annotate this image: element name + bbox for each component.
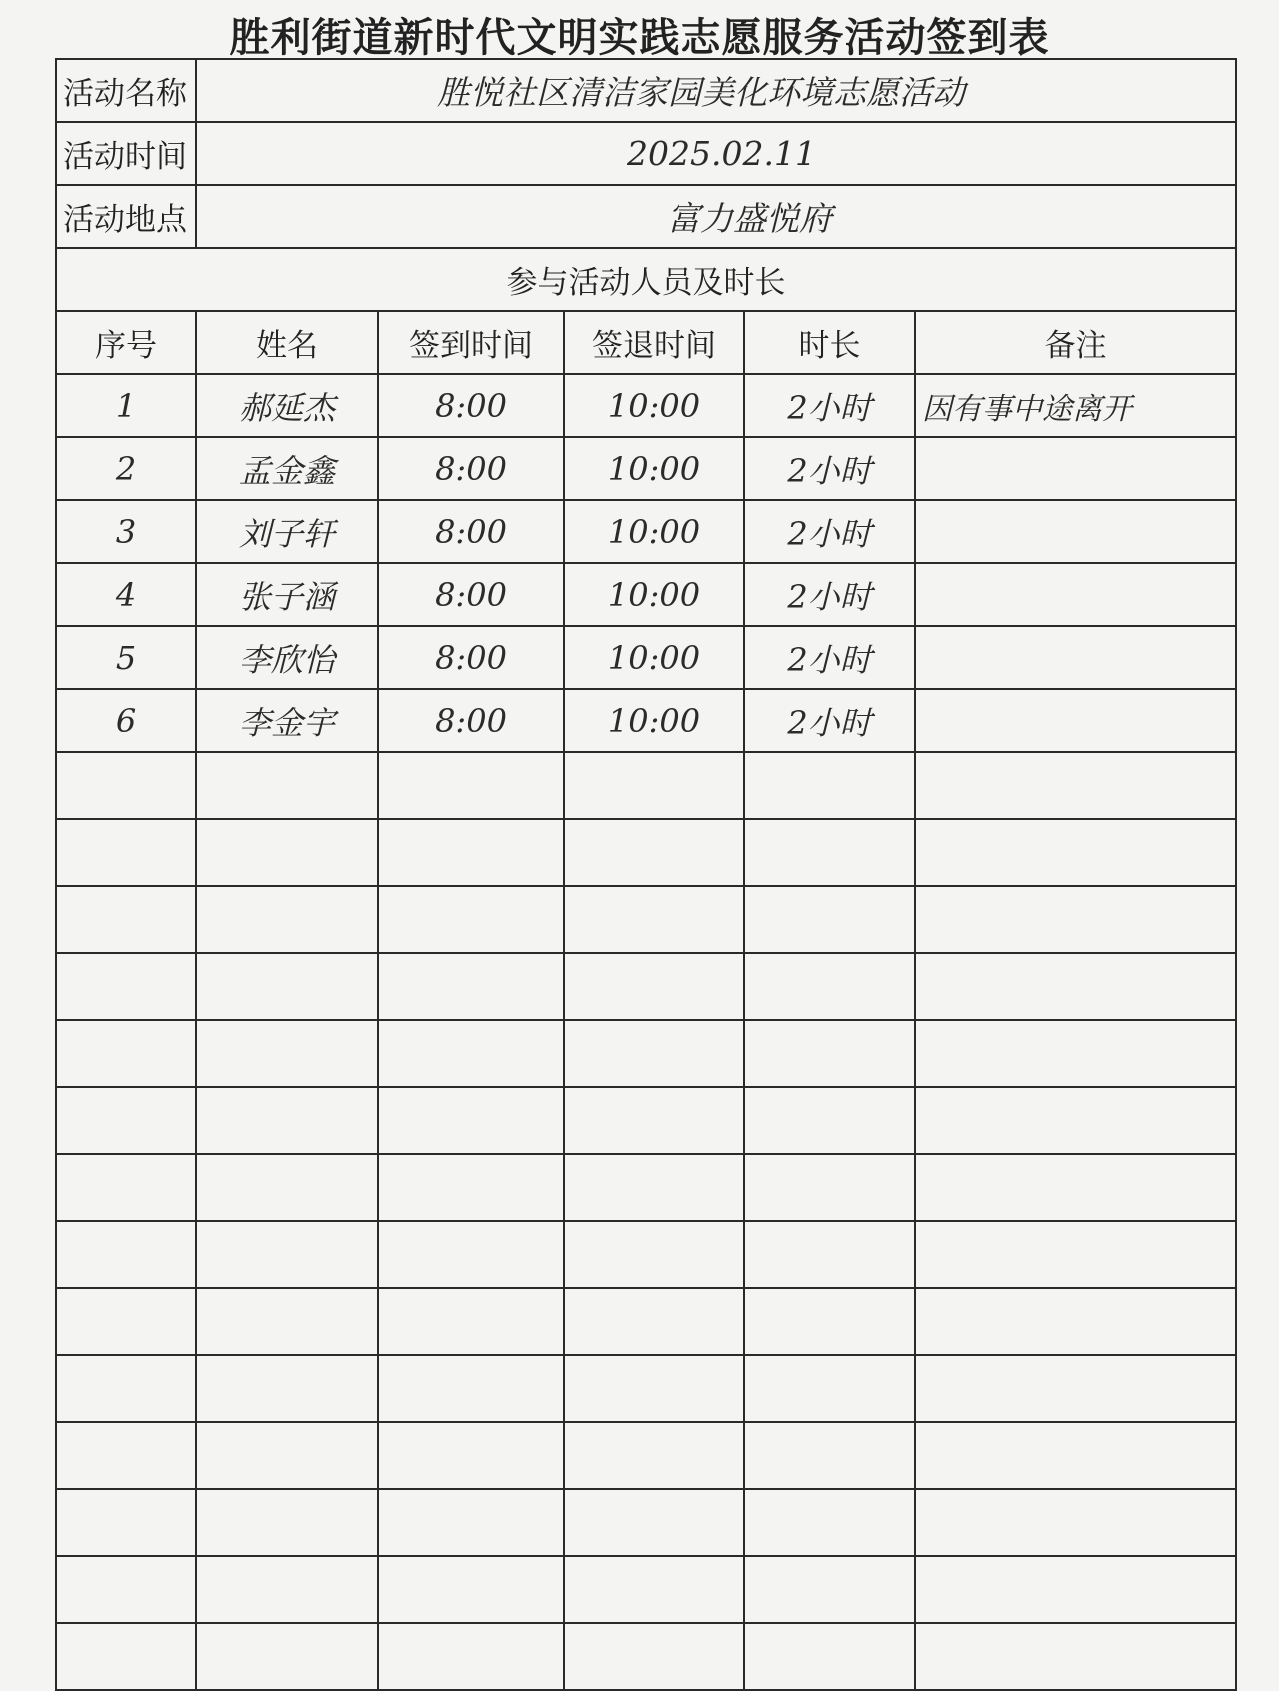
- page-title: 胜利街道新时代文明实践志愿服务活动签到表: [229, 15, 1050, 61]
- empty-row: [56, 1020, 1236, 1087]
- row-sign-in: 8:00: [378, 626, 564, 689]
- row-sign-out: 10:00: [564, 437, 744, 500]
- empty-row: [56, 1489, 1236, 1556]
- row-no: 6: [56, 689, 196, 752]
- row-duration: 2小时: [744, 374, 915, 437]
- row-sign-out: 10:00: [564, 500, 744, 563]
- activity-time-row: [56, 122, 1236, 185]
- row-duration: 2小时: [744, 500, 915, 563]
- row-sign-in: 8:00: [378, 374, 564, 437]
- row-duration: 2小时: [744, 437, 915, 500]
- row-name: 张子涵: [196, 563, 378, 626]
- row-name: 李欣怡: [196, 626, 378, 689]
- section-title: 参与活动人员及时长: [56, 248, 1236, 311]
- row-note: [915, 437, 1236, 500]
- activity-name-row: [56, 59, 1236, 122]
- empty-row: [56, 1087, 1236, 1154]
- empty-row: [56, 953, 1236, 1020]
- column-header-sign-out: 签退时间: [564, 311, 744, 374]
- table-row: [56, 563, 1236, 626]
- empty-row: [56, 1288, 1236, 1355]
- row-name: 郝延杰: [196, 374, 378, 437]
- row-sign-in: 8:00: [378, 500, 564, 563]
- column-header-duration: 时长: [744, 311, 915, 374]
- row-no: 5: [56, 626, 196, 689]
- row-sign-out: 10:00: [564, 626, 744, 689]
- table-row: [56, 626, 1236, 689]
- row-sign-out: 10:00: [564, 689, 744, 752]
- activity-time-label: 活动时间: [56, 122, 196, 185]
- row-duration: 2小时: [744, 626, 915, 689]
- section-header-row: [56, 248, 1236, 311]
- row-note: [915, 500, 1236, 563]
- row-name: 李金宇: [196, 689, 378, 752]
- row-sign-in: 8:00: [378, 689, 564, 752]
- column-header-no: 序号: [56, 311, 196, 374]
- table-row: [56, 689, 1236, 752]
- activity-place-label: 活动地点: [56, 185, 196, 248]
- empty-row: [56, 819, 1236, 886]
- table-row: [56, 374, 1236, 437]
- empty-row: [56, 1355, 1236, 1422]
- empty-row: [56, 1221, 1236, 1288]
- row-no: 4: [56, 563, 196, 626]
- row-note: [915, 563, 1236, 626]
- row-no: 2: [56, 437, 196, 500]
- column-header-name: 姓名: [196, 311, 378, 374]
- activity-name-value: 胜悦社区清洁家园美化环境志愿活动: [196, 59, 1236, 122]
- empty-row: [56, 1422, 1236, 1489]
- row-note: 因有事中途离开: [915, 374, 1236, 437]
- activity-name-label: 活动名称: [56, 59, 196, 122]
- activity-place-value: 富力盛悦府: [196, 185, 1236, 248]
- table-row: [56, 500, 1236, 563]
- activity-place-row: [56, 185, 1236, 248]
- column-header-row: [56, 311, 1236, 374]
- row-note: [915, 689, 1236, 752]
- empty-row: [56, 752, 1236, 819]
- empty-row: [56, 1154, 1236, 1221]
- activity-time-value: 2025.02.11: [196, 122, 1236, 185]
- row-sign-in: 8:00: [378, 563, 564, 626]
- row-sign-out: 10:00: [564, 563, 744, 626]
- sign-in-table: [55, 58, 1237, 1691]
- empty-row: [56, 1623, 1236, 1690]
- row-duration: 2小时: [744, 563, 915, 626]
- row-sign-in: 8:00: [378, 437, 564, 500]
- empty-row: [56, 1556, 1236, 1623]
- column-header-sign-in: 签到时间: [378, 311, 564, 374]
- row-no: 1: [56, 374, 196, 437]
- row-name: 孟金鑫: [196, 437, 378, 500]
- column-header-note: 备注: [915, 311, 1236, 374]
- row-note: [915, 626, 1236, 689]
- row-name: 刘子轩: [196, 500, 378, 563]
- table-row: [56, 437, 1236, 500]
- row-no: 3: [56, 500, 196, 563]
- empty-row: [56, 886, 1236, 953]
- row-sign-out: 10:00: [564, 374, 744, 437]
- row-duration: 2小时: [744, 689, 915, 752]
